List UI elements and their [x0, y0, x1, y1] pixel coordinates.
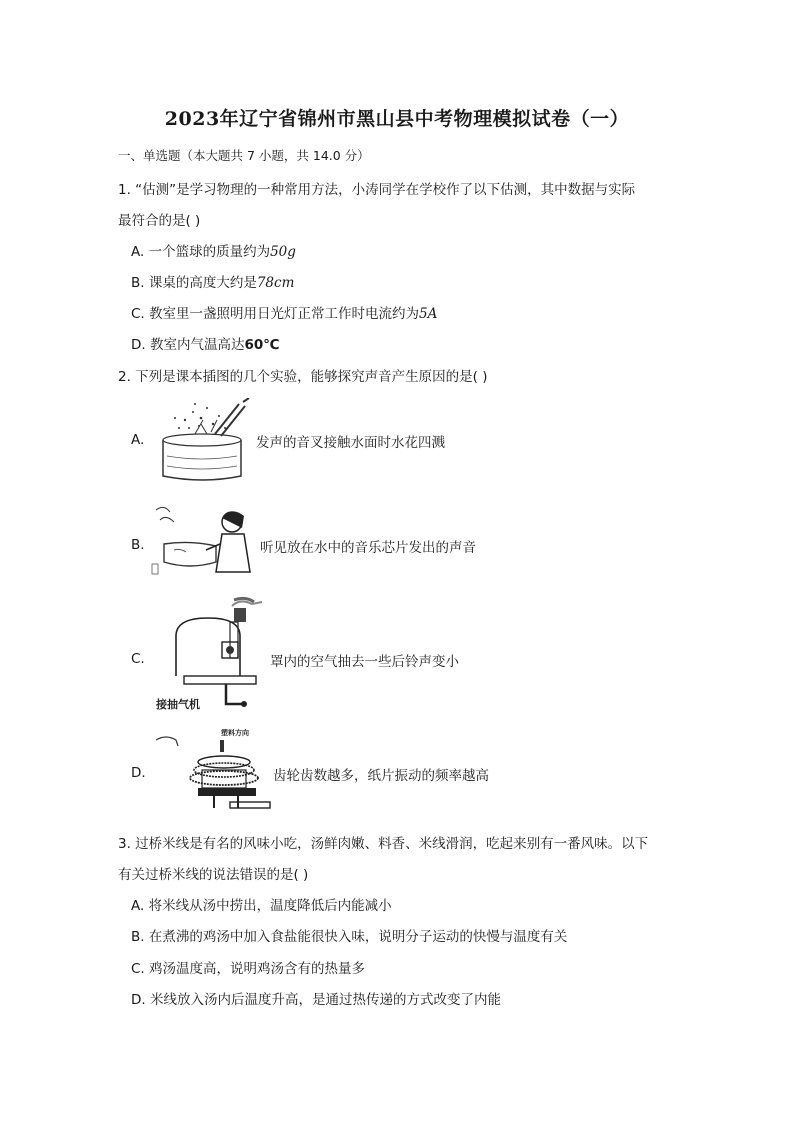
gear-paper-figure [154, 730, 272, 812]
q1-option-b: B. 课桌的高度大约是78cm [131, 275, 295, 291]
plastic-card-label: 塑料方向 [221, 729, 249, 737]
q2-option-b-text: 听见放在水中的音乐芯片发出的声音 [260, 540, 476, 556]
q3-option-a: A. 将米线从汤中捞出，温度降低后内能减小 [131, 898, 392, 914]
q1-stem-line2: 最符合的是( ) [118, 213, 201, 229]
q3-option-b: B. 在煮沸的鸡汤中加入食盐能很快入味，说明分子运动的快慢与温度有关 [131, 929, 568, 945]
air-pump-label: 接抽气机 [156, 698, 200, 711]
q2-stem: 2. 下列是课本插图的几个实验，能够探究声音产生原因的是( ) [118, 369, 488, 385]
q2-option-c-text: 罩内的空气抽去一些后铃声变小 [270, 654, 459, 670]
tuning-fork-water-figure [155, 398, 251, 484]
q2-option-d-letter: D. [131, 765, 146, 781]
music-chip-water-figure [150, 500, 260, 580]
q2-option-a-letter: A. [131, 432, 145, 448]
q2-option-c-letter: C. [131, 651, 145, 667]
q3-option-c: C. 鸡汤温度高，说明鸡汤含有的热量多 [131, 961, 366, 977]
q2-option-d-text: 齿轮齿数越多，纸片振动的频率越高 [273, 768, 489, 784]
page-title: 2023年辽宁省锦州市黑山县中考物理模拟试卷（一） [164, 108, 630, 130]
q1-option-d: D. 教室内气温高达60℃ [131, 337, 280, 353]
q3-stem-line1: 3. 过桥米线是有名的风味小吃，汤鲜肉嫩、料香、米线滑润，吃起来别有一番风味。以下 [118, 836, 649, 852]
q1-option-a: A. 一个篮球的质量约为50g [131, 244, 296, 260]
q3-stem-line2: 有关过桥米线的说法错误的是( ) [118, 867, 309, 883]
q3-option-d: D. 米线放入汤内后温度升高，是通过热传递的方式改变了内能 [131, 992, 501, 1008]
q1-option-c: C. 教室里一盏照明用日光灯正常工作时电流约为5A [131, 306, 438, 322]
section-heading: 一、单选题（本大题共 7 小题，共 14.0 分） [118, 148, 370, 163]
q2-option-a-text: 发声的音叉接触水面时水花四溅 [256, 435, 445, 451]
q1-stem-line1: 1. “估测”是学习物理的一种常用方法，小涛同学在学校作了以下估测，其中数据与实际 [118, 182, 636, 198]
q2-option-b-letter: B. [131, 537, 145, 553]
